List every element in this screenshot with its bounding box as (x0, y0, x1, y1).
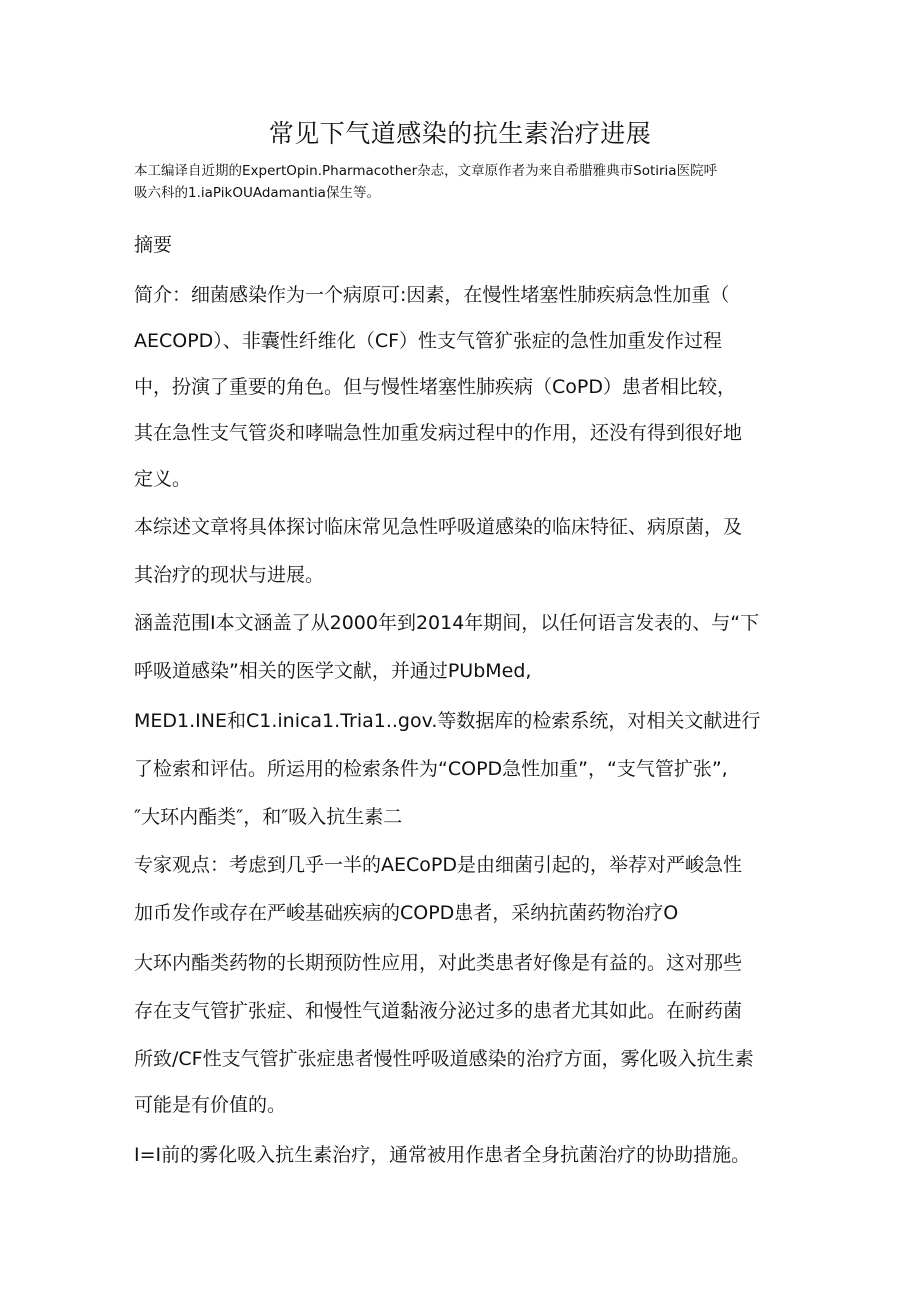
abstract-heading: 摘要 (134, 234, 173, 256)
body-line: 大环内酯类药物的长期预防性应用，对此类患者好像是有益的。这对那些 (134, 952, 743, 974)
byline (134, 160, 794, 204)
byline-line: 吸六科的1.iaPikOUAdamantia保生等。 (134, 185, 380, 201)
body-line: AECOPD）、非囊性纤维化（CF）性支气管犷张症的急性加重发作过程 (134, 330, 723, 352)
body-line: 本综述文章将具体探讨临床常见急性呼吸道感染的临床特征、病原菌，及 (134, 516, 743, 538)
body-line: 存在支气管扩张症、和慢性气道黏液分泌过多的患者尤其如此。在耐药菌 (134, 1000, 743, 1022)
body-line: 加币发作或存在严峻基础疾病的COPD患者，采纳抗菌药物治疗O (134, 902, 679, 924)
body-line: I=I前的雾化吸入抗生素治疗，通常被用作患者全身抗菌治疗的协助措施。 (134, 1144, 751, 1166)
body-line: MED1.INE和C1.inica1.Tria1..gov.等数据库的检索系统，对相关文献进行 (134, 710, 761, 732)
body-line: ″大环内酯类″，和″吸入抗生素二 (134, 806, 403, 828)
body-line: 中，扮演了重要的角色。但与慢性堵塞性肺疾病（CoPD）患者相比较， (134, 376, 736, 398)
body-line: 可能是有价值的。 (134, 1094, 287, 1116)
document-title: 常见下气道感染的抗生素治疗进展 (268, 119, 652, 148)
body-line: 所致/CF性支气管扩张症患者慢性呼吸道感染的治疗方面，雾化吸入抗生素 (134, 1048, 754, 1070)
body-line: 其治疗的现状与进展。 (134, 564, 325, 586)
body-line: 涵盖范围I本文涵盖了从2000年到2014年期间，以任何语言发表的、与“下 (134, 612, 760, 634)
byline-line: 本工编译自近期的ExpertOpin.Pharmacother杂志，文章原作者为来自希腊雅典市Sotiria医院呼 (134, 163, 718, 179)
body-line: 呼吸道感染”相关的医学文献，并通过PUbMed, (134, 660, 532, 682)
body-line: 其在急性支气管炎和哮喘急性加重发病过程中的作用，还没有得到很好地 (134, 422, 743, 444)
body-line: 简介：细菌感染作为一个病原可:因素，在慢性堵塞性肺疾病急性加重（ (134, 284, 730, 306)
body-line: 专家观点：考虑到几乎一半的AECoPD是由细菌引起的，举荐对严峻急性 (134, 854, 742, 876)
body-line: 了检索和评估。所运用的检索条件为“COPD急性加重”，“支气管扩张”, (134, 758, 728, 780)
body-line: 定义。 (134, 468, 192, 490)
